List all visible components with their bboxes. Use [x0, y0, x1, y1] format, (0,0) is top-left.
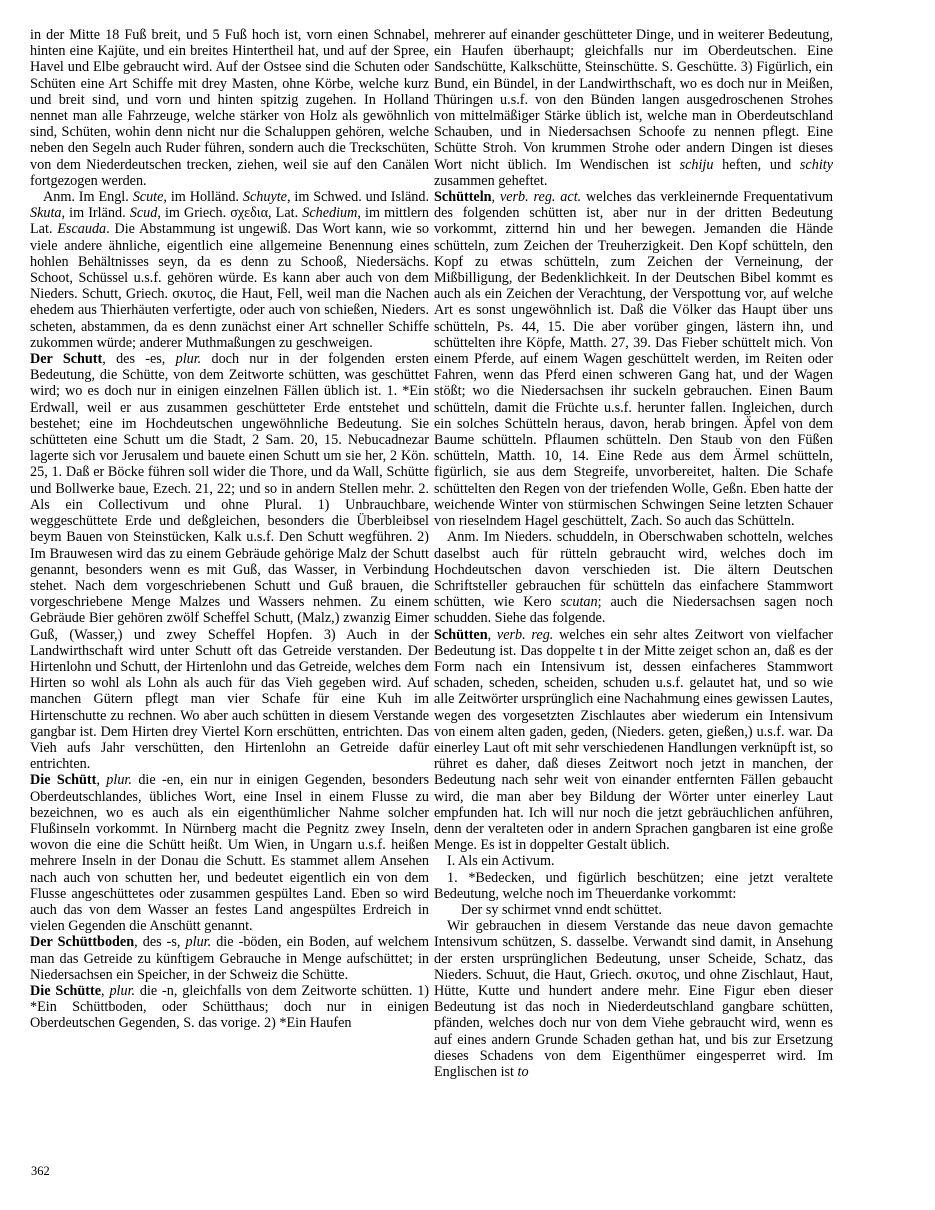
text-run: , [487, 626, 497, 643]
para-die-schuette-continuation [434, 27, 833, 189]
headword: Schütteln [434, 189, 492, 206]
text-run: , [101, 982, 110, 999]
text-run: Wir gebrauchen in diesem Verstande das neue davon gemachte Intensivum schützen, S. dasselbe. Verwandt sind damit, in Ansehung der ersten ursprünglichen Bedeutung, unser Scheide, Schatz, das Nieders. Schuut, die Haut, Griech. σκυτος, und ohne Zischlaut, Haut, Hütte, Kutte und hundert andere mehr. Eine Figur eben dieser Bedeutung ist das noch in Niederdeutschland gangbare schütten, pfänden, welches doch nur von dem Viehe gebraucht wird, wenn es auf eines andern Grunde Schaden gethan hat, und bis zur Ersetzung dieses Schadens von dem Eigenthümer eingesperret wird. Im Englischen ist [434, 918, 833, 1080]
italic-run: Scute [132, 189, 164, 206]
text-run: , im Griech. σχεδια, Lat. [157, 205, 303, 222]
entry-die-schuett [30, 772, 429, 934]
italic-run: verb. reg. act. [499, 189, 582, 206]
text-run: ; auch die Niedersachsen sagen noch schudden. Siehe das folgende. [434, 594, 833, 627]
italic-run: verb. reg. [496, 626, 554, 643]
entry-schuetten [434, 627, 833, 854]
text-run: welches ein sehr altes Zeitwort von vielfacher Bedeutung ist. Das doppelte t in der Mitte zeiget schon an, daß es der Form nach ein Intensivum ist, dessen einfacheres Stammwort schaden, scheden, scheiden, schuden u.s.f. gelautet hat, und so wie alle Zeitwörter ursprünglich eine Nachahmung eines gewissen Lautes, wegen des vorgesetzten Zischlautes aber wiederum ein Intensivum von einem alten gaden, geden, (Nieders. geten, gießen,) u.s.f. war. Da einerley Laut oft mit sehr verschiedenen Handlungen verknüpft ist, so rühret es daher, daß dieses Zeitwort noch jetzt in manchen, der Bedeutung nach sehr weit von einander entfernten Fällen gebaucht wird, die man aber bey Bildung der Wörter unter einerley Laut empfunden hat. Ich will nur noch die jetzt gebräuchlichen anführen, denn der veralteten oder in andern Sprachen gangbaren ist eine große Menge. Es ist in doppelter Gestalt üblich. [434, 626, 834, 854]
headword: Die Schütt [30, 772, 97, 789]
text-run: Anm. Im Nieders. schuddeln, in Oberschwaben schotteln, welches daselbst auch für rütteln gebraucht wird, welches doch im Hochdeutschen davon verschieden ist. Die ältern Deutschen Schriftsteller gebrauchen für schütteln das einfachere Stammwort schütten, wie Kero [434, 529, 833, 611]
para-anm-schuetteln [434, 529, 833, 626]
text-run: . Die Abstammung ist ungewiß. Das Wort kann, wie so viele andere ähnliche, eigentlich eine allgemeine Benennung eines hohlen Behältnisses seyn, da es denn zu Schooß, Niedersächs. Schoot, Schüssel u.s.f. gehören würde. Es kann aber auch von dem Nieders. Schutt, Griech. σκυτος, die Haut, Fell, weil man die Nachen ehedem aus Thierhäuten verfertigte, oder auch von schießen, Nieders. scheten, abstammen, da es denn zunächst einer Art schneller Schiffe zukommen würde; anderer Muthmaßungen zu geschweigen. [30, 221, 429, 351]
text-run: I. Als ein Activum. [447, 853, 555, 870]
right-column [434, 27, 833, 1080]
entry-die-schuette [30, 983, 429, 1032]
text-run: , des -es, [102, 351, 176, 368]
para-bedecken [434, 870, 833, 902]
text-run: Anm. Im Engl. [43, 189, 133, 206]
text-run: Der sy schirmet vnnd endt schüttet. [461, 901, 662, 918]
text-run: , im Irländ. [61, 205, 130, 222]
italic-run: scutan [560, 594, 598, 611]
text-run: , des -s, [134, 934, 186, 951]
text-run: 1. *Bedecken, und figürlich beschützen; eine jetzt veraltete Bedeutung, welche noch im Theuerdanke vorkommt: [434, 869, 833, 902]
italic-run: plur. [185, 934, 212, 951]
italic-run: plur. [109, 982, 136, 999]
text-run: , im mittlern Lat. [30, 205, 429, 238]
entry-der-schutt [30, 351, 429, 772]
text-run: , im Schwed. und Isländ. [286, 189, 430, 206]
text-run: die -en, ein nur in einigen Gegenden, besonders Oberdeutschlandes, übliches Wort, eine Insel in einem Flusse zu bezeichnen, wo es auch als ein eigenthümlicher Nahme solcher Flußinseln vorkommt. In Nürnberg macht die Pegnitz zwey Inseln, wovon die eine die Schütt heißt. Um Wien, in Ungarn u.s.f. heißen mehrere Inseln in der Donau die Schutt. Es stammet allem Ansehen nach auch von schutten her, und bedeutet eigentlich ein von dem Flusse angeschüttetes oder zusammen gespültes Land. Eben so wird auch das von dem Wasser an festes Land angespültes Erdreich in vielen Gegenden die Anschütt genannt. [30, 772, 429, 935]
italic-run: plur. [106, 772, 132, 789]
para-wir-gebrauchen [434, 918, 833, 1080]
text-run: , [96, 772, 107, 789]
para-activum-heading [434, 853, 833, 869]
headword: Die Schütte [30, 982, 102, 999]
text-run: welches das verkleinernde Frequentativum des folgenden schütten ist, aber nur in der dritten Bedeutung vorkommt, zitternd hin und her bewegen. Jemanden die Hände schütteln, zum Zeichen der Treuherzigkeit. Den Kopf schütteln, den Kopf zu etwas schütteln, zum Zeichen der Verneinung, der Mißbilligung, der Bedenklichkeit. In der Deutschen Bibel kommt es auch als ein Zeichen der Verachtung, der Verspottung vor, auf welche Art es sonst ungewöhnlich ist. Daß die Völker das Haupt über uns schütteln, Ps. 44, 15. Die aber vorüber gingen, lästern ihn, und schüttelten ihre Köpfe, Matth. 27, 39. Das Fieber schüttelt mich. Von einem Pferde, auf einem Wagen geschüttelt werden, im Reiten oder Fahren, wenn das Pferd einen schweren Gang hat, und der Wagen stößt; wo die Niedersachsen ihr suckeln gebrauchen. Einen Baum schütteln, damit die Früchte u.s.f. herunter fallen. Ingleichen, durch ein solches Schütteln heraus, davon, herab bringen. Äpfel von dem Baume schütteln. Pflaumen schütteln. Den Staub von den Füßen schütteln, Matth. 10, 14. Eine Rede aus dem Ärmel schütteln, figürlich, sie aus dem Stegreife, unvorbereitet, halten. Die Schafe schüttelten den Regen von der triefenden Wolle, Geßn. Eben hatte der weichende Winter von stürmischen Schwingen Seine letzten Schauer von rieselndem Hagel geschüttelt, Zach. So auch das Schütteln. [434, 189, 834, 530]
italic-run: to [517, 1064, 529, 1080]
headword: Der Schüttboden [30, 934, 135, 951]
text-run: , [491, 189, 500, 206]
text-run: in der Mitte 18 Fuß breit, und 5 Fuß hoch ist, vorn einen Schnabel, hinten eine Kajüte, und ein breites Hintertheil hat, und auf der Spree, Havel und Elbe gebraucht wird. Auf der Ostsee sind die Schuten oder Schüten eine Art Schiffe mit drey Masten, ohne Körbe, welche kurz und breit sind, und vorn und hinten spitzig zugehen. In Holland nennet man alle Fahrzeuge, welche stärker von Holz als gewöhnlich sind, Schüten, wohin denn nicht nur die Schaluppen gehören, welche neben den Segeln auch Ruder führen, sondern auch die Treckschüten, von dem Niederdeutschen trecken, ziehen, weil sie auf den Canälen fortgezogen werden. [30, 27, 429, 189]
text-run: zusammen geheftet. [434, 172, 548, 189]
text-run: mehrerer auf einander geschütteter Dinge, und in weiterer Bedeutung, ein Haufen überhaupt; gleichfalls nur im Oberdeutschen. Eine Sandschütte, Kalkschütte, Steinschütte. S. Geschütte. 3) Figürlich, ein Bund, ein Bündel, in der Landwirthschaft, wo es doch nur in Meißen, Thüringen u.s.f. von den Bünden langen ausgedroschenen Strohes von mittelmäßiger Stärke üblich ist, welche man in Oberdeutschland Schauben, und in Niedersachsen Schoofe zu nennen pflegt. Eine Schütte Stroh. Von krummen Strohe oder andern Dingen ist dieses Wort nicht üblich. Im Wendischen ist [434, 27, 833, 173]
para-quote-theuerdank [434, 902, 833, 918]
italic-run: Escauda [57, 221, 107, 238]
text-run: die -n, gleichfalls von dem Zeitworte schütten. 1) *Ein Schüttboden, oder Schütthaus; doch nur in einigen Oberdeutschen Gegenden, S. das vorige. 2) *Ein Haufen [30, 982, 430, 1032]
headword: Der Schutt [30, 351, 103, 368]
text-run: doch nur in der folgenden ersten Bedeutung, die Schütte, von dem Zeitworte schütten, was geschüttet wird; wo es doch nur in einigen einzelnen Fällen üblich ist. 1. *Ein Erdwall, weil er aus zusammen geschütteter Erde entstehet und bestehet; eine im Hochdeutschen ungewöhnliche Bedeutung. Sie schütteten eine Schutt um die Stadt, 2 Sam. 20, 15. Nebucadnezar lagerte sich vor Jerusalem und bauete einen Schutt um sie her, 2 Kön. 25, 1. Daß er Böcke führen soll wider die Thore, und da Wall, Schütte und Bollwerke baue, Ezech. 21, 22; und so in andern Stellen mehr. 2. Als ein Collectivum und ohne Plural. 1) Unbrauchbare, weggeschüttete Erde und deßgleichen, besonders die Überbleibsel beym Bauen von Steinstücken, Kalk u.s.f. Den Schutt wegführen. 2) Im Brauwesen wird das zu einem Gebräude gehörige Malz der Schutt genannt, besonders wenn es mit Guß, das Wasser, in Verbindung stehet. Nach dem vorgeschriebenen Schutt und Guß brauen, die vorgeschriebene Menge Malzes und Wassers nehmen. Zu einem Gebräude Bier gehören zwölf Scheffel Schutt, (Malz,) zwanzig Eimer Guß, (Wasser,) und zwey Scheffel Hopfen. 3) Auch in der Landwirthschaft wird unter Schutt oft das Getreide verstanden. Der Hirtenlohn und Schutt, der Hirtenlohn und das Getreide, welches dem Hirten so wohl als Lohn als auch für das Vieh gegeben wird. Auf manchen Gütern pflegt man vier Schafe für eine Kuh im Hirtenschutte zu rechnen. Wo aber auch schütten in diesem Verstande gangbar ist. Dem Hirten drey Viertel Korn erschütten, entrichten. Das Vieh aufs Jahr verschütten, den Hirtenlohn an Getreide dafür entrichten. [30, 351, 429, 773]
italic-run: Scud [129, 205, 158, 222]
left-column [30, 27, 429, 1032]
headword: Schütten [434, 626, 488, 643]
italic-run: schity [799, 156, 833, 173]
entry-schuetteln [434, 189, 833, 529]
italic-run: Schuyte [242, 189, 287, 206]
italic-run: schiju [679, 156, 714, 173]
italic-run: Skuta [30, 205, 62, 222]
italic-run: Schedium [302, 205, 358, 222]
text-run: , im Holländ. [163, 189, 243, 206]
page-number: 362 [31, 1164, 50, 1178]
entry-der-schuettboden [30, 934, 429, 983]
italic-run: plur. [175, 351, 202, 368]
text-run: die -böden, ein Boden, auf welchem man das Getreide zu künftigem Gebrauche in Menge aufschüttet; in Niedersachsen ein Speicher, in der Schweiz die Schütte. [30, 934, 429, 983]
para-schute-continuation [30, 27, 429, 189]
text-run: heften, und [713, 156, 800, 173]
para-anm-schute [30, 189, 429, 351]
